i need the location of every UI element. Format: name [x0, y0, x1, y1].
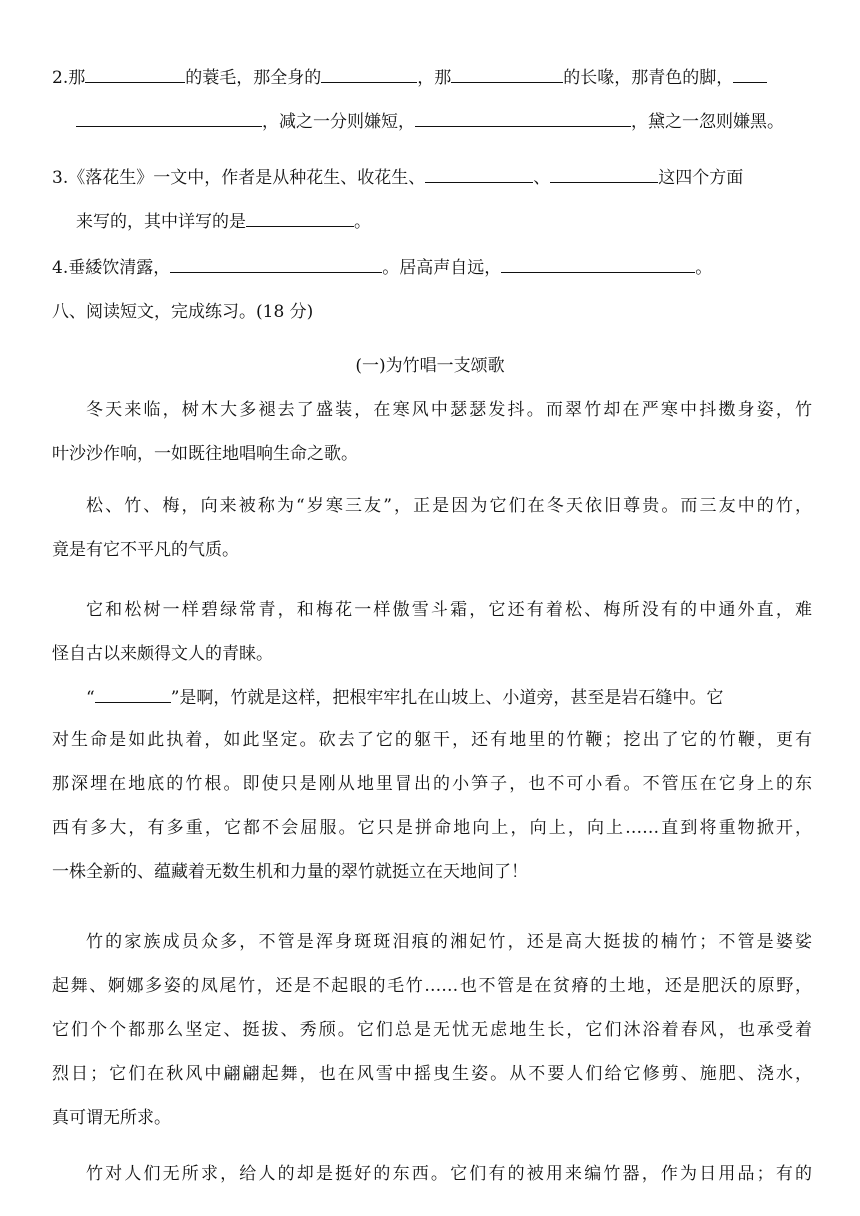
q4-blank-1[interactable]	[170, 254, 382, 273]
q2-blank-2[interactable]	[321, 64, 417, 83]
p5-line-5: 真可谓无所求。	[52, 1108, 171, 1128]
q3-blank-3[interactable]	[246, 208, 354, 227]
p4-line-5: 一株全新的、蕴藏着无数生机和力量的翠竹就挺立在天地间了！	[52, 862, 528, 882]
paragraph-1-cont	[52, 432, 812, 476]
q4-blank-2[interactable]	[501, 254, 695, 273]
q2-line-2	[76, 108, 784, 134]
q3-text-e: 。	[354, 212, 371, 232]
paragraph-3-cont	[52, 632, 812, 676]
article-title: (一)为竹唱一支颂歌	[355, 356, 505, 376]
p4-line-3: 那深埋在地底的竹根。即使只是刚从地里冒出的小笋子，也不可小看。不管压在它身上的东	[52, 774, 812, 794]
paragraph-4-end	[52, 850, 812, 894]
q3-line-1	[52, 164, 743, 190]
paragraph-5-end	[52, 1096, 812, 1140]
q2-blank-6[interactable]	[415, 108, 631, 127]
p4-line-1	[86, 684, 723, 710]
q3-text-b: 、	[533, 168, 551, 188]
q4-text-b: 。居高声自远，	[382, 258, 502, 278]
paragraph-5-cont	[52, 964, 812, 1096]
q3-text-d: 来写的，其中详写的是	[76, 212, 246, 232]
q2-blank-4[interactable]	[733, 64, 767, 83]
q4-text-c: 。	[695, 258, 713, 278]
q3-line-2	[76, 208, 371, 234]
p4-quote-open: “	[86, 688, 95, 708]
p2-line-2: 竟是有它不平凡的气质。	[52, 540, 239, 560]
p4-line-4: 西有多大，有多重，它都不会屈服。它只是拼命地向上，向上，向上……直到将重物掀开，	[52, 818, 812, 838]
q2-line-1	[52, 64, 767, 90]
q2-blank-1[interactable]	[85, 64, 185, 83]
p3-line-1: 它和松树一样碧绿常青，和梅花一样傲雪斗霜，它还有着松、梅所没有的中通外直，难	[86, 600, 812, 620]
q2-text-d: 的长喙，那青色的脚，	[563, 68, 734, 88]
p4-blank[interactable]	[95, 684, 171, 703]
q2-text-b: 的蓑毛，那全身的	[185, 68, 322, 88]
p5-line-4: 烈日；它们在秋风中翩翩起舞，也在风雪中摇曳生姿。从不要人们给它修剪、施肥、浇水，	[52, 1064, 812, 1084]
q3-text-a: 3.《落花生》一文中，作者是从种花生、收花生、	[52, 168, 426, 188]
q4-line	[52, 254, 712, 280]
paragraph-2-cont	[52, 528, 812, 572]
p4-line-2: 对生命是如此执着，如此坚定。砍去了它的躯干，还有地里的竹鞭；挖出了它的竹鞭，更有	[52, 730, 812, 750]
paragraph-6	[52, 1152, 812, 1196]
q2-text-a: 2.那	[52, 68, 86, 88]
p6-line-1: 竹对人们无所求，给人的却是挺好的东西。它们有的被用来编竹器，作为日用品；有的	[86, 1164, 812, 1184]
paragraph-2	[52, 484, 812, 528]
paragraph-3	[52, 588, 812, 632]
p1-line-1: 冬天来临，树木大多褪去了盛装，在寒风中瑟瑟发抖。而翠竹却在严寒中抖擞身姿，竹	[86, 400, 812, 420]
paragraph-5	[52, 920, 812, 964]
q3-text-c: 这四个方面	[658, 168, 744, 188]
p5-line-1: 竹的家族成员众多，不管是浑身斑斑泪痕的湘妃竹，还是高大挺拔的楠竹；不管是婆娑	[86, 932, 812, 952]
paragraph-4	[52, 718, 812, 850]
q2-text-e: ，减之一分则嫌短，	[262, 112, 415, 132]
p5-line-3: 它们个个都那么坚定、挺拔、秀颀。它们总是无忧无虑地生长，它们沐浴着春风，也承受着	[52, 1020, 812, 1040]
q3-blank-1[interactable]	[425, 164, 533, 183]
q2-text-c: ，那	[417, 68, 452, 88]
p3-line-2: 怪自古以来颇得文人的青睐。	[52, 644, 273, 664]
section-heading: 八、阅读短文，完成练习。(18 分)	[52, 302, 314, 322]
p2-line-1: 松、竹、梅，向来被称为“岁寒三友”，正是因为它们在冬天依旧尊贵。而三友中的竹，	[86, 496, 812, 516]
q4-text-a: 4.垂緌饮清露，	[52, 258, 171, 278]
q2-text-f: ，黛之一忽则嫌黑。	[631, 112, 784, 132]
q3-blank-2[interactable]	[550, 164, 658, 183]
p4-quote-close: ”是啊，竹就是这样，把根牢牢扎在山坡上、小道旁，甚至是岩石缝中。它	[170, 688, 724, 708]
p5-line-2: 起舞、婀娜多姿的凤尾竹，还是不起眼的毛竹……也不管是在贫瘠的土地，还是肥沃的原野，	[52, 976, 812, 996]
p1-line-2: 叶沙沙作响，一如既往地唱响生命之歌。	[52, 444, 358, 464]
paragraph-1	[52, 388, 812, 432]
q2-blank-5[interactable]	[76, 108, 262, 127]
q2-blank-3[interactable]	[451, 64, 563, 83]
